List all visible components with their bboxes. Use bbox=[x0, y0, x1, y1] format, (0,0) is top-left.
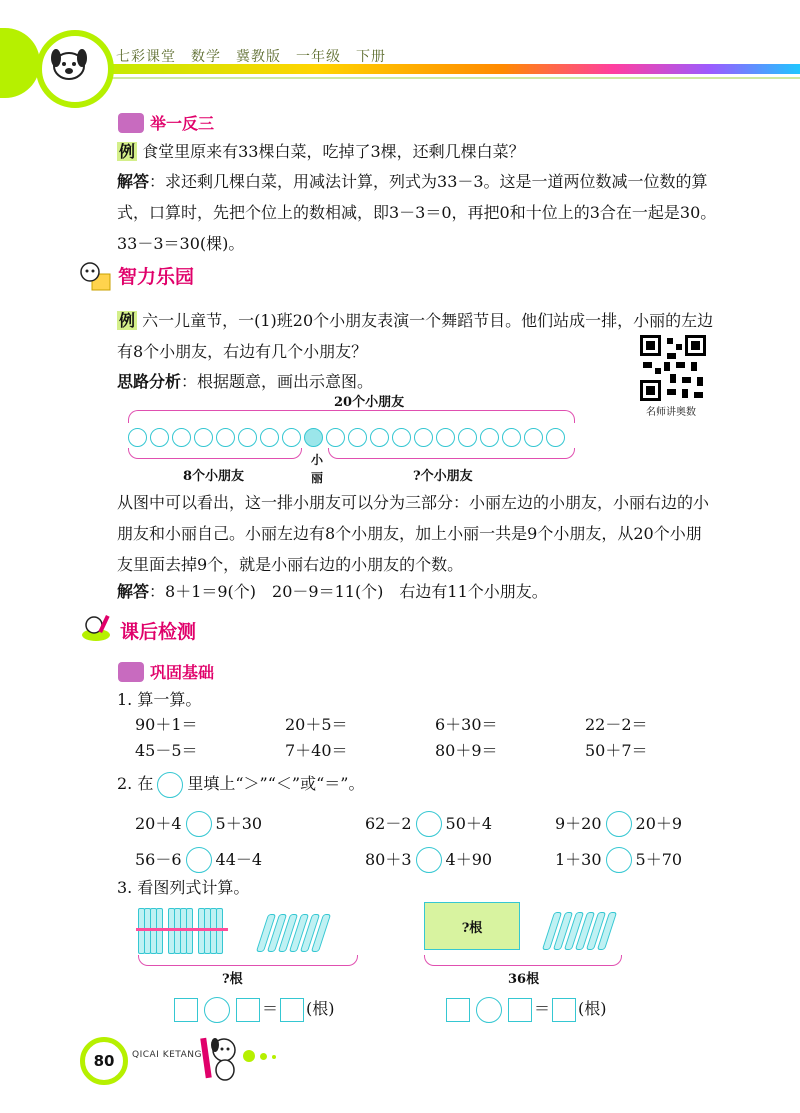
q2-title bbox=[117, 768, 717, 799]
operator-circle[interactable] bbox=[204, 997, 230, 1023]
example1-answer-text: ：求还剩几棵白菜，用减法计算，列式为33－3。这是一道两位数减一位数的算式，口算时，先把个位上的数相减，即3－3＝0，再把0和十位上的3合在一起是30。33－3＝30(棵)。 bbox=[117, 172, 717, 253]
child-circle bbox=[194, 428, 213, 447]
dog-mascot-icon bbox=[200, 1030, 240, 1082]
child-circle bbox=[238, 428, 257, 447]
sub-title-basics: 巩固基础 bbox=[150, 663, 215, 682]
q1-item: 45－5＝ bbox=[135, 741, 198, 760]
diagram-top-brace bbox=[128, 410, 575, 423]
q2-right: 44－4 bbox=[215, 849, 263, 869]
q3-left-label: ?根 bbox=[222, 972, 243, 987]
answer-box[interactable] bbox=[552, 998, 576, 1022]
equals-sign: ＝ bbox=[262, 999, 279, 1018]
dog-logo-icon bbox=[36, 30, 114, 108]
puzzle-question bbox=[117, 305, 717, 367]
answer-box[interactable] bbox=[236, 998, 260, 1022]
diagram-middle-label-1: 小 bbox=[311, 453, 324, 467]
child-circle bbox=[458, 428, 477, 447]
child-circle bbox=[414, 428, 433, 447]
qr-caption: 名师讲奥数 bbox=[646, 407, 696, 418]
q2-left: 62－2 bbox=[365, 813, 412, 833]
stick-bundles-left bbox=[138, 908, 368, 958]
footer-brand: QICAI KETANG bbox=[132, 1050, 202, 1060]
q1-item: 50＋7＝ bbox=[585, 741, 648, 760]
child-circle bbox=[282, 428, 301, 447]
answer-box[interactable] bbox=[508, 998, 532, 1022]
q1-row-2 bbox=[135, 738, 715, 764]
q2-left: 56－6 bbox=[135, 849, 182, 869]
puzzle-question-text: 六一儿童节，一(1)班20个小朋友表演一个舞蹈节目。他们站成一排，小丽的左边有8个小朋友，右边有几个小朋友？ bbox=[117, 311, 714, 361]
q3-right-label: 36根 bbox=[508, 972, 540, 987]
q1-item: 7＋40＝ bbox=[285, 741, 348, 760]
unit-label: (根) bbox=[306, 999, 335, 1018]
compare-circle[interactable] bbox=[186, 811, 212, 837]
unknown-box-label: ?根 bbox=[461, 920, 483, 936]
puzzle-explanation: 从图中可以看出，这一排小朋友可以分为三部分：小丽左边的小朋友，小丽右边的小朋友和小丽自己。小丽左边有8个小朋友，加上小丽一共是9个小朋友，从20个小朋友里面去掉9个，就是小丽右边的小朋友的个数。 bbox=[117, 493, 710, 574]
child-circle bbox=[326, 428, 345, 447]
q2-right: 5＋30 bbox=[215, 813, 263, 833]
q3-right-brace bbox=[424, 955, 622, 966]
child-circle bbox=[172, 428, 191, 447]
compare-circle[interactable] bbox=[606, 811, 632, 837]
example1-answer bbox=[117, 166, 717, 259]
section-title-example: 举一反三 bbox=[150, 114, 215, 133]
section-title-puzzle: 智力乐园 bbox=[118, 266, 195, 288]
puzzle-analysis bbox=[117, 366, 537, 397]
child-circle bbox=[128, 428, 147, 447]
example1-question-text: 食堂里原来有33棵白菜，吃掉了3棵，还剩几棵白菜？ bbox=[142, 142, 525, 161]
unknown-box bbox=[424, 902, 520, 950]
compare-circle[interactable] bbox=[416, 811, 442, 837]
q3-title: 3. 看图列式计算。 bbox=[117, 878, 250, 897]
stick-bundle bbox=[138, 908, 164, 954]
qr-code-icon[interactable] bbox=[640, 335, 706, 401]
q2-left: 80＋3 bbox=[365, 849, 412, 869]
answer-box[interactable] bbox=[446, 998, 470, 1022]
stick-bundle bbox=[198, 908, 224, 954]
diagram-top-label: 20个小朋友 bbox=[334, 395, 405, 410]
q2-left: 9＋20 bbox=[555, 813, 602, 833]
q2-row-1 bbox=[135, 806, 735, 842]
q1-item: 20＋5＝ bbox=[285, 715, 348, 734]
header-thin-line bbox=[55, 77, 800, 79]
children-row bbox=[128, 427, 578, 449]
q1-title: 1. 算一算。 bbox=[117, 690, 202, 709]
folder-icon bbox=[118, 662, 144, 682]
q1-item: 90＋1＝ bbox=[135, 715, 198, 734]
section-title-homework: 课后检测 bbox=[120, 621, 197, 643]
q2-grid bbox=[135, 806, 735, 878]
q2-title-post: 里填上“＞”“＜”或“＝”。 bbox=[187, 774, 365, 793]
header-left-bar bbox=[0, 28, 40, 98]
stick-bundle bbox=[168, 908, 194, 954]
diagram-left-brace bbox=[128, 448, 302, 459]
q2-right: 20＋9 bbox=[635, 813, 683, 833]
puzzle-answer-text: ：8＋1＝9(个) 20－9＝11(个) 右边有11个小朋友。 bbox=[149, 582, 548, 601]
child-circle bbox=[150, 428, 169, 447]
child-circle bbox=[546, 428, 565, 447]
child-circle bbox=[480, 428, 499, 447]
child-circle bbox=[260, 428, 279, 447]
puzzle-example-tag: 例 bbox=[119, 311, 136, 330]
child-circle bbox=[216, 428, 235, 447]
q1-item: 22－2＝ bbox=[585, 715, 648, 734]
puzzle-answer bbox=[117, 576, 717, 607]
equals-sign: ＝ bbox=[534, 999, 551, 1018]
stick-group-right bbox=[548, 910, 628, 950]
compare-circle[interactable] bbox=[186, 847, 212, 873]
footer-dot-icon bbox=[260, 1053, 267, 1060]
answer-tag: 解答 bbox=[117, 172, 150, 191]
example1-question bbox=[117, 136, 717, 167]
q1-row-1 bbox=[135, 712, 715, 738]
diagram-right-label: ?个小朋友 bbox=[413, 469, 473, 484]
diagram-middle-label-2: 丽 bbox=[311, 471, 324, 485]
unit-label: (根) bbox=[578, 999, 607, 1018]
footer-dot-icon bbox=[243, 1050, 255, 1062]
child-circle bbox=[392, 428, 411, 447]
q3-left-equation bbox=[172, 996, 335, 1023]
puzzle-answer-tag: 解答 bbox=[117, 582, 150, 601]
q2-left: 20＋4 bbox=[135, 813, 182, 833]
xiaoli-circle bbox=[304, 428, 323, 447]
puzzle-mascot-icon bbox=[78, 260, 112, 292]
q2-right: 4＋90 bbox=[445, 849, 493, 869]
q3-right-equation bbox=[444, 996, 607, 1023]
child-circle bbox=[502, 428, 521, 447]
q3-left-brace bbox=[138, 955, 358, 966]
child-circle bbox=[436, 428, 455, 447]
q1-grid bbox=[135, 712, 715, 764]
answer-box[interactable] bbox=[174, 998, 198, 1022]
pencil-mascot-icon bbox=[78, 613, 114, 643]
child-circle bbox=[370, 428, 389, 447]
page-number-badge bbox=[80, 1037, 128, 1085]
q2-right: 50＋4 bbox=[445, 813, 493, 833]
q2-left: 1＋30 bbox=[555, 849, 602, 869]
diagram-right-brace bbox=[328, 448, 575, 459]
q2-right: 5＋70 bbox=[635, 849, 683, 869]
q1-item: 6＋30＝ bbox=[435, 715, 498, 734]
operator-circle[interactable] bbox=[476, 997, 502, 1023]
answer-box[interactable] bbox=[280, 998, 304, 1022]
folder-icon bbox=[118, 113, 144, 133]
answer-circle[interactable] bbox=[157, 772, 183, 798]
compare-circle[interactable] bbox=[416, 847, 442, 873]
child-circle bbox=[524, 428, 543, 447]
analysis-text: ：根据题意，画出示意图。 bbox=[181, 372, 374, 391]
header-title: 七彩课堂 数学 冀教版 一年级 下册 bbox=[116, 49, 386, 65]
child-circle bbox=[348, 428, 367, 447]
analysis-tag: 思路分析 bbox=[117, 372, 182, 391]
diagram-left-label: 8个小朋友 bbox=[183, 469, 245, 484]
example-tag: 例 bbox=[119, 142, 136, 161]
q1-item: 80＋9＝ bbox=[435, 741, 498, 760]
page-number: 80 bbox=[93, 1052, 115, 1070]
footer-dot-icon bbox=[272, 1055, 276, 1059]
q2-title-pre: 2. 在 bbox=[117, 774, 154, 793]
compare-circle[interactable] bbox=[606, 847, 632, 873]
